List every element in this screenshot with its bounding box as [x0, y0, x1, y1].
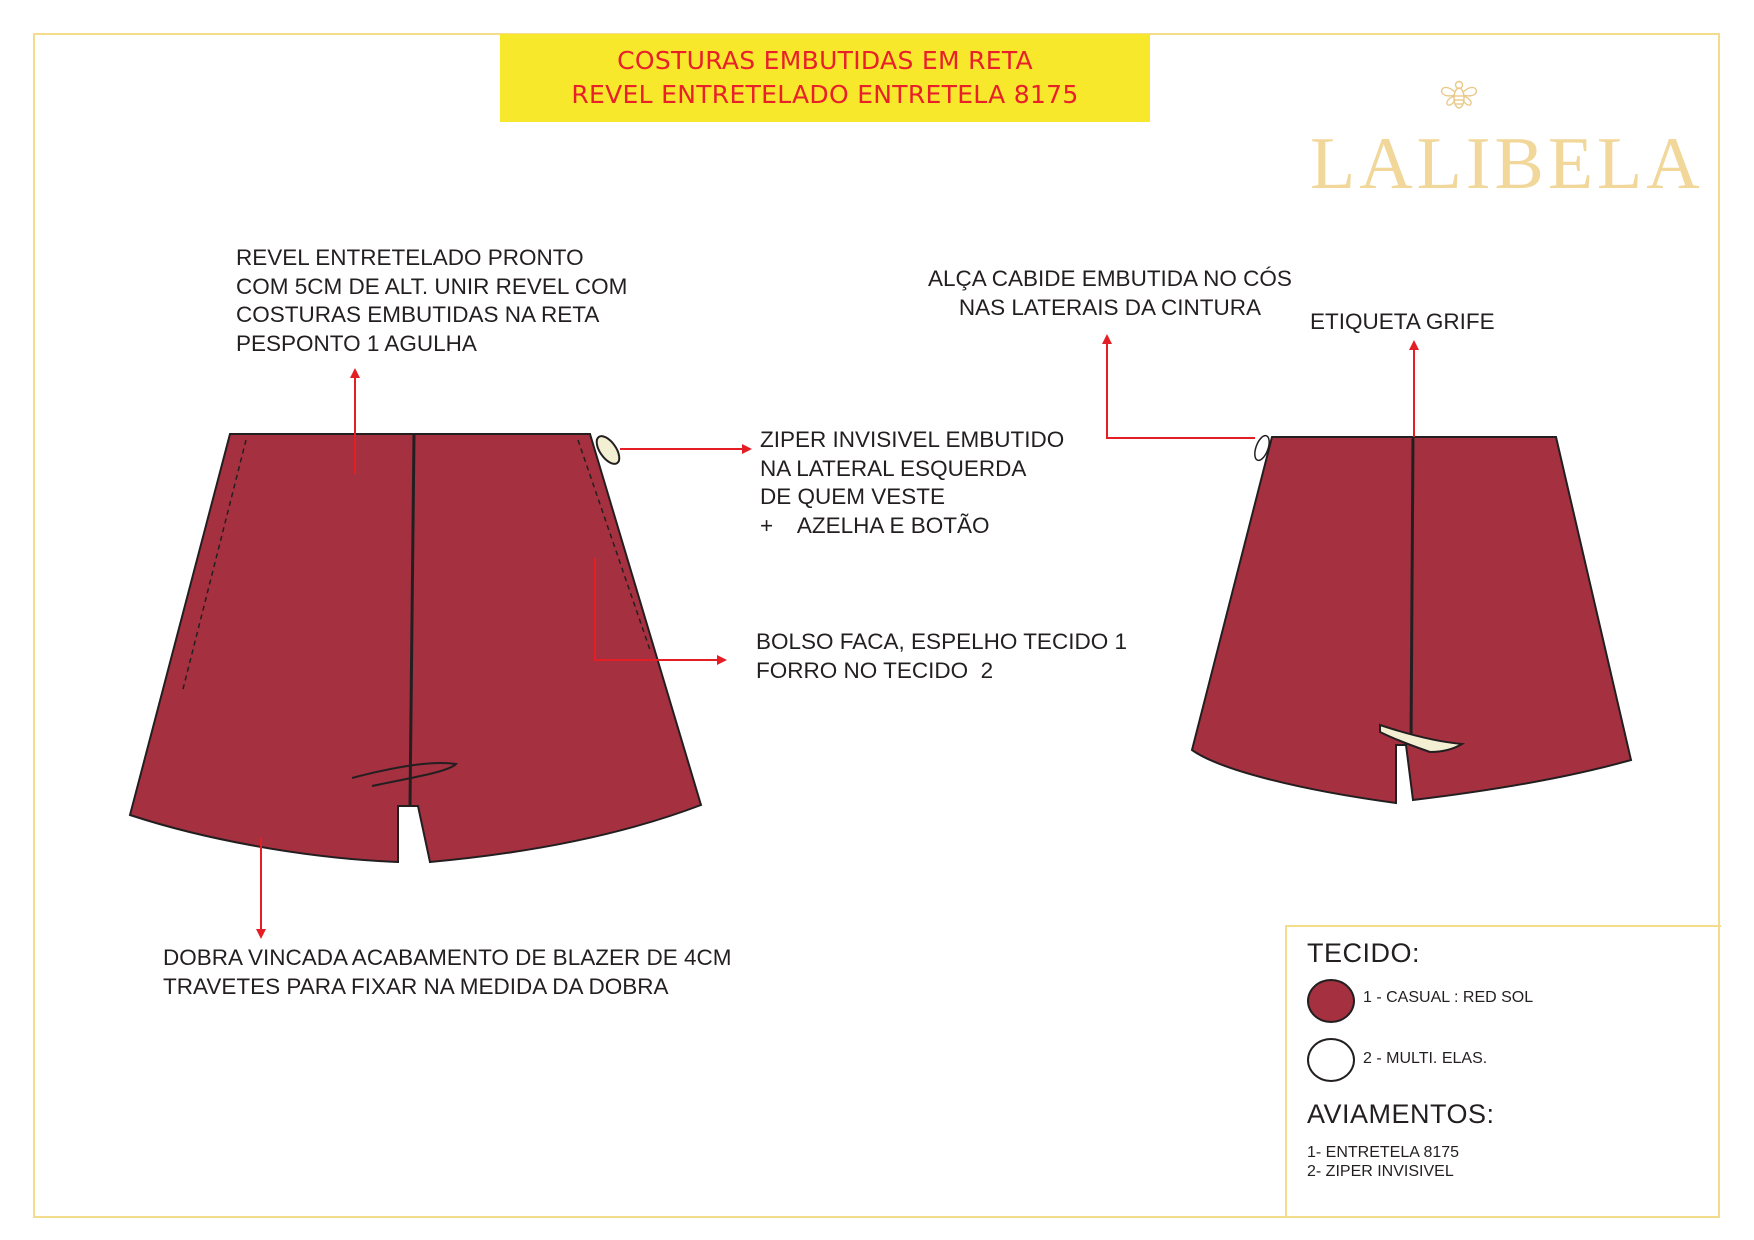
fabric-label-1: 1 - CASUAL : RED SOL: [1363, 989, 1534, 1006]
tecido-heading: TECIDO:: [1307, 938, 1421, 968]
aviamento-2: 2- ZIPER INVISIVEL: [1307, 1163, 1454, 1180]
legend-panel: [1285, 925, 1721, 1218]
fabric-label-2: 2 - MULTI. ELAS.: [1363, 1050, 1488, 1067]
back-shorts: [1192, 434, 1631, 803]
arrow-alca: [1107, 336, 1255, 438]
title-line-1: COSTURAS EMBUTIDAS EM RETA: [617, 46, 1033, 75]
brand-logo: LALIBELA: [1310, 123, 1704, 205]
aviamentos-heading: AVIAMENTOS:: [1307, 1099, 1495, 1129]
front-shorts: [130, 432, 701, 862]
note-ziper: ZIPER INVISIVEL EMBUTIDO NA LATERAL ESQUERDA DE QUEM VESTE + AZELHA E BOTÃO: [760, 427, 1065, 538]
front-shorts-body: [130, 434, 701, 862]
fabric-swatch-1: [1307, 979, 1355, 1023]
note-revel: REVEL ENTRETELADO PRONTO COM 5CM DE ALT. UNIR REVEL COM COSTURAS EMBUTIDAS NA RETA PESPONTO 1 AGULHA: [236, 245, 628, 356]
aviamento-1: 1- ENTRETELA 8175: [1307, 1144, 1460, 1161]
note-bolso: BOLSO FACA, ESPELHO TECIDO 1 FORRO NO TECIDO 2: [756, 629, 1127, 683]
note-alca: ALÇA CABIDE EMBUTIDA NO CÓS NAS LATERAIS DA CINTURA: [928, 266, 1292, 320]
back-center-seam: [1411, 437, 1413, 745]
note-dobra: DOBRA VINCADA ACABAMENTO DE BLAZER DE 4CM TRAVETES PARA FIXAR NA MEDIDA DA DOBRA: [163, 945, 732, 999]
title-line-2: REVEL ENTRETELADO ENTRETELA 8175: [571, 80, 1079, 109]
note-etiqueta: ETIQUETA GRIFE: [1310, 309, 1495, 334]
fabric-swatch-2: [1307, 1038, 1355, 1082]
